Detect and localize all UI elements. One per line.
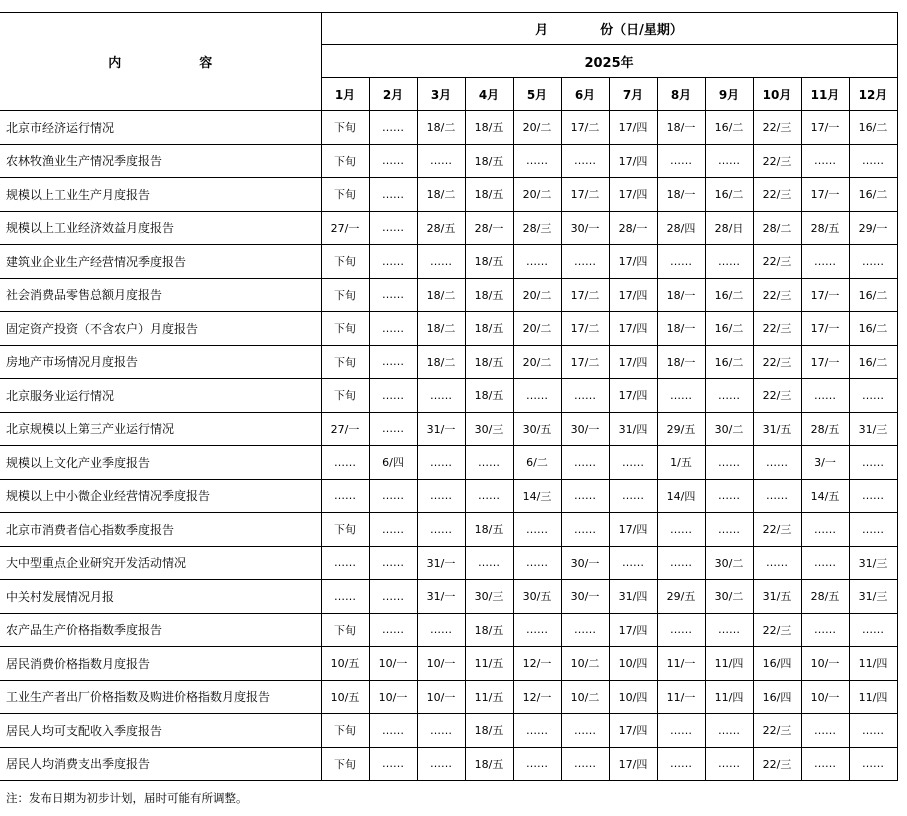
release-date-cell: …… xyxy=(849,613,897,647)
release-date-cell: 17/四 xyxy=(609,144,657,178)
release-date-cell: 16/二 xyxy=(849,312,897,346)
month-column-header: 2月 xyxy=(369,78,417,111)
table-row xyxy=(0,747,897,781)
report-name: 建筑业企业生产经营情况季度报告 xyxy=(0,245,321,279)
release-date-cell: 29/五 xyxy=(657,412,705,446)
release-date-cell: …… xyxy=(465,479,513,513)
release-date-cell: 18/一 xyxy=(657,111,705,145)
release-date-cell: …… xyxy=(513,714,561,748)
report-name: 大中型重点企业研究开发活动情况 xyxy=(0,546,321,580)
table-row xyxy=(0,278,897,312)
month-column-header: 9月 xyxy=(705,78,753,111)
release-date-cell: 18/五 xyxy=(465,245,513,279)
release-date-cell: 17/四 xyxy=(609,111,657,145)
release-date-cell: 16/二 xyxy=(705,345,753,379)
release-date-cell: 31/一 xyxy=(417,546,465,580)
release-date-cell: 16/四 xyxy=(753,680,801,714)
release-date-cell: …… xyxy=(849,446,897,480)
release-date-cell: 18/五 xyxy=(465,278,513,312)
release-date-cell: 16/二 xyxy=(849,278,897,312)
release-date-cell: 18/五 xyxy=(465,144,513,178)
report-name: 居民人均消费支出季度报告 xyxy=(0,747,321,781)
table-row xyxy=(0,513,897,547)
release-date-cell: 17/二 xyxy=(561,312,609,346)
report-name: 农产品生产价格指数季度报告 xyxy=(0,613,321,647)
release-date-cell: …… xyxy=(369,546,417,580)
release-date-cell: …… xyxy=(513,245,561,279)
release-date-cell: …… xyxy=(609,479,657,513)
release-date-cell: 17/一 xyxy=(801,178,849,212)
release-date-cell: 17/二 xyxy=(561,278,609,312)
release-date-cell: 下旬 xyxy=(321,513,369,547)
release-date-cell: …… xyxy=(705,446,753,480)
release-date-cell: …… xyxy=(321,446,369,480)
release-date-cell: 22/三 xyxy=(753,747,801,781)
release-date-cell: 17/四 xyxy=(609,613,657,647)
release-date-cell: …… xyxy=(705,513,753,547)
release-date-cell: 下旬 xyxy=(321,379,369,413)
release-date-cell: 20/二 xyxy=(513,345,561,379)
release-date-cell: 17/四 xyxy=(609,379,657,413)
release-date-cell: 17/四 xyxy=(609,747,657,781)
release-date-cell: 28/四 xyxy=(657,211,705,245)
release-date-cell: 18/五 xyxy=(465,513,513,547)
release-date-cell: …… xyxy=(657,613,705,647)
release-date-cell: 28/五 xyxy=(801,580,849,614)
release-date-cell: 11/一 xyxy=(657,647,705,681)
table-row xyxy=(0,144,897,178)
content-header: 内 容 xyxy=(0,13,321,111)
release-date-cell: 17/二 xyxy=(561,178,609,212)
release-date-cell: 6/二 xyxy=(513,446,561,480)
release-date-cell: 17/一 xyxy=(801,312,849,346)
release-date-cell: …… xyxy=(753,446,801,480)
release-date-cell: …… xyxy=(801,613,849,647)
release-date-cell: 16/二 xyxy=(705,312,753,346)
release-date-cell: 17/四 xyxy=(609,178,657,212)
release-date-cell: …… xyxy=(849,747,897,781)
report-name: 北京规模以上第三产业运行情况 xyxy=(0,412,321,446)
release-date-cell: …… xyxy=(369,379,417,413)
release-date-cell: 28/三 xyxy=(513,211,561,245)
release-date-cell: 18/五 xyxy=(465,111,513,145)
release-date-cell: …… xyxy=(705,613,753,647)
release-date-cell: 16/四 xyxy=(753,647,801,681)
release-date-cell: 下旬 xyxy=(321,312,369,346)
release-date-cell: 22/三 xyxy=(753,379,801,413)
release-date-cell: 28/二 xyxy=(753,211,801,245)
release-date-cell: …… xyxy=(849,245,897,279)
release-date-cell: …… xyxy=(513,144,561,178)
release-date-cell: 17/一 xyxy=(801,278,849,312)
release-date-cell: …… xyxy=(369,312,417,346)
report-name: 居民人均可支配收入季度报告 xyxy=(0,714,321,748)
table-row xyxy=(0,178,897,212)
table-row xyxy=(0,379,897,413)
release-date-cell: 22/三 xyxy=(753,178,801,212)
release-date-cell: …… xyxy=(513,613,561,647)
report-name: 规模以上文化产业季度报告 xyxy=(0,446,321,480)
release-date-cell: …… xyxy=(657,379,705,413)
release-date-cell: 31/五 xyxy=(753,412,801,446)
release-date-cell: …… xyxy=(705,714,753,748)
release-date-cell: 17/二 xyxy=(561,111,609,145)
release-date-cell: 29/五 xyxy=(657,580,705,614)
release-date-cell: 下旬 xyxy=(321,245,369,279)
release-date-cell: 17/四 xyxy=(609,278,657,312)
release-date-cell: 16/二 xyxy=(849,345,897,379)
release-date-cell: …… xyxy=(801,546,849,580)
release-date-cell: 18/一 xyxy=(657,345,705,379)
release-date-cell: …… xyxy=(753,479,801,513)
table-row xyxy=(0,714,897,748)
release-date-cell: …… xyxy=(609,546,657,580)
release-date-cell: 18/二 xyxy=(417,345,465,379)
release-date-cell: …… xyxy=(849,144,897,178)
release-date-cell: 16/二 xyxy=(849,111,897,145)
report-name: 固定资产投资（不含农户）月度报告 xyxy=(0,312,321,346)
release-date-cell: …… xyxy=(369,747,417,781)
table-row xyxy=(0,245,897,279)
month-header: 月 份（日/星期） xyxy=(321,13,897,45)
release-date-cell: …… xyxy=(801,714,849,748)
release-date-cell: 16/二 xyxy=(705,178,753,212)
release-date-cell: …… xyxy=(369,479,417,513)
release-date-cell: 11/四 xyxy=(849,647,897,681)
release-date-cell: …… xyxy=(561,747,609,781)
release-date-cell: 11/五 xyxy=(465,680,513,714)
release-date-cell: …… xyxy=(561,446,609,480)
month-column-header: 8月 xyxy=(657,78,705,111)
release-date-cell: 28/一 xyxy=(609,211,657,245)
release-date-cell: …… xyxy=(561,144,609,178)
table-row xyxy=(0,446,897,480)
release-date-cell: …… xyxy=(705,747,753,781)
release-date-cell: 27/一 xyxy=(321,211,369,245)
report-name: 北京服务业运行情况 xyxy=(0,379,321,413)
release-date-cell: 10/四 xyxy=(609,680,657,714)
release-date-cell: 22/三 xyxy=(753,345,801,379)
release-date-cell: 31/五 xyxy=(753,580,801,614)
table-row xyxy=(0,412,897,446)
release-date-cell: 30/二 xyxy=(705,580,753,614)
release-date-cell: 10/一 xyxy=(369,680,417,714)
release-date-cell: 18/五 xyxy=(465,747,513,781)
release-date-cell: …… xyxy=(369,144,417,178)
release-date-cell: …… xyxy=(657,513,705,547)
release-date-cell: 下旬 xyxy=(321,345,369,379)
release-date-cell: 17/二 xyxy=(561,345,609,379)
release-date-cell: …… xyxy=(801,144,849,178)
release-date-cell: …… xyxy=(465,446,513,480)
release-date-cell: …… xyxy=(801,379,849,413)
release-date-cell: 下旬 xyxy=(321,278,369,312)
release-date-cell: 20/二 xyxy=(513,111,561,145)
release-date-cell: 18/二 xyxy=(417,312,465,346)
month-column-header: 3月 xyxy=(417,78,465,111)
release-date-cell: 下旬 xyxy=(321,613,369,647)
report-name: 房地产市场情况月度报告 xyxy=(0,345,321,379)
release-date-cell: 10/一 xyxy=(417,680,465,714)
release-date-cell: …… xyxy=(417,144,465,178)
release-date-cell: 10/二 xyxy=(561,647,609,681)
release-date-cell: …… xyxy=(849,513,897,547)
release-date-cell: 31/三 xyxy=(849,412,897,446)
release-date-cell: 16/二 xyxy=(705,111,753,145)
release-date-cell: 12/一 xyxy=(513,647,561,681)
release-date-cell: …… xyxy=(369,245,417,279)
release-date-cell: 11/四 xyxy=(705,680,753,714)
release-date-cell: …… xyxy=(705,245,753,279)
table-row xyxy=(0,580,897,614)
release-date-cell: 10/一 xyxy=(417,647,465,681)
release-date-cell: …… xyxy=(561,379,609,413)
release-date-cell: 30/五 xyxy=(513,580,561,614)
report-name: 规模以上工业经济效益月度报告 xyxy=(0,211,321,245)
release-date-cell: 29/一 xyxy=(849,211,897,245)
release-date-cell: 18/五 xyxy=(465,345,513,379)
report-name: 居民消费价格指数月度报告 xyxy=(0,647,321,681)
release-date-cell: 30/一 xyxy=(561,211,609,245)
report-name: 工业生产者出厂价格指数及购进价格指数月度报告 xyxy=(0,680,321,714)
table-row xyxy=(0,546,897,580)
release-date-cell: 17/四 xyxy=(609,513,657,547)
month-column-header: 1月 xyxy=(321,78,369,111)
release-date-cell: …… xyxy=(705,479,753,513)
release-date-cell: 30/三 xyxy=(465,580,513,614)
release-date-cell: 18/一 xyxy=(657,312,705,346)
release-date-cell: 1/五 xyxy=(657,446,705,480)
release-date-cell: 下旬 xyxy=(321,111,369,145)
release-date-cell: 10/五 xyxy=(321,680,369,714)
release-date-cell: 31/一 xyxy=(417,412,465,446)
release-date-cell: 14/五 xyxy=(801,479,849,513)
release-date-cell: 10/二 xyxy=(561,680,609,714)
release-date-cell: 31/四 xyxy=(609,412,657,446)
report-name: 中关村发展情况月报 xyxy=(0,580,321,614)
release-date-cell: 17/一 xyxy=(801,111,849,145)
release-date-cell: …… xyxy=(369,211,417,245)
release-date-cell: …… xyxy=(561,245,609,279)
year-header: 2025年 xyxy=(321,45,897,78)
month-column-header: 12月 xyxy=(849,78,897,111)
release-date-cell: 28/五 xyxy=(417,211,465,245)
release-date-cell: 22/三 xyxy=(753,714,801,748)
release-date-cell: …… xyxy=(657,144,705,178)
release-date-cell: …… xyxy=(513,747,561,781)
release-date-cell: …… xyxy=(417,714,465,748)
release-date-cell: 3/一 xyxy=(801,446,849,480)
release-date-cell: 17/四 xyxy=(609,245,657,279)
release-date-cell: 31/四 xyxy=(609,580,657,614)
release-date-cell: …… xyxy=(657,747,705,781)
release-date-cell: 22/三 xyxy=(753,278,801,312)
table-row xyxy=(0,479,897,513)
release-date-cell: …… xyxy=(705,144,753,178)
release-date-cell: 30/二 xyxy=(705,546,753,580)
release-date-cell: 下旬 xyxy=(321,747,369,781)
table-row xyxy=(0,680,897,714)
release-date-cell: 18/五 xyxy=(465,178,513,212)
month-column-header: 4月 xyxy=(465,78,513,111)
release-date-cell: 12/一 xyxy=(513,680,561,714)
release-date-cell: …… xyxy=(369,278,417,312)
release-date-cell: …… xyxy=(369,513,417,547)
release-date-cell: …… xyxy=(561,714,609,748)
month-column-header: 7月 xyxy=(609,78,657,111)
release-date-cell: 22/三 xyxy=(753,513,801,547)
release-date-cell: 18/二 xyxy=(417,111,465,145)
release-schedule-table xyxy=(0,12,898,781)
release-date-cell: …… xyxy=(321,479,369,513)
release-date-cell: 22/三 xyxy=(753,613,801,647)
release-date-cell: 30/一 xyxy=(561,412,609,446)
release-date-cell: …… xyxy=(513,513,561,547)
release-date-cell: …… xyxy=(657,245,705,279)
release-date-cell: 22/三 xyxy=(753,245,801,279)
release-date-cell: 17/一 xyxy=(801,345,849,379)
release-date-cell: 18/二 xyxy=(417,178,465,212)
release-date-cell: 30/一 xyxy=(561,580,609,614)
release-date-cell: 27/一 xyxy=(321,412,369,446)
release-date-cell: 11/四 xyxy=(705,647,753,681)
release-date-cell: 20/二 xyxy=(513,178,561,212)
release-date-cell: …… xyxy=(369,111,417,145)
release-date-cell: 28/五 xyxy=(801,412,849,446)
month-column-header: 6月 xyxy=(561,78,609,111)
release-date-cell: 17/四 xyxy=(609,312,657,346)
month-column-header: 11月 xyxy=(801,78,849,111)
table-row xyxy=(0,345,897,379)
release-date-cell: 22/三 xyxy=(753,312,801,346)
release-date-cell: 11/一 xyxy=(657,680,705,714)
release-date-cell: 17/四 xyxy=(609,345,657,379)
release-date-cell: …… xyxy=(465,546,513,580)
table-row xyxy=(0,211,897,245)
release-date-cell: …… xyxy=(369,580,417,614)
report-name: 规模以上工业生产月度报告 xyxy=(0,178,321,212)
report-name: 社会消费品零售总额月度报告 xyxy=(0,278,321,312)
release-date-cell: 下旬 xyxy=(321,714,369,748)
release-date-cell: …… xyxy=(801,747,849,781)
release-date-cell: …… xyxy=(321,546,369,580)
release-date-cell: …… xyxy=(849,379,897,413)
release-date-cell: …… xyxy=(417,747,465,781)
release-date-cell: …… xyxy=(657,714,705,748)
release-date-cell: …… xyxy=(705,379,753,413)
release-date-cell: …… xyxy=(417,479,465,513)
release-date-cell: …… xyxy=(609,446,657,480)
report-name: 北京市经济运行情况 xyxy=(0,111,321,145)
table-row xyxy=(0,647,897,681)
table-row xyxy=(0,312,897,346)
release-date-cell: 31/一 xyxy=(417,580,465,614)
release-date-cell: …… xyxy=(321,580,369,614)
release-date-cell: …… xyxy=(417,446,465,480)
month-column-header: 10月 xyxy=(753,78,801,111)
release-date-cell: 10/五 xyxy=(321,647,369,681)
release-date-cell: 22/三 xyxy=(753,144,801,178)
release-date-cell: 18/五 xyxy=(465,379,513,413)
release-date-cell: 10/一 xyxy=(801,680,849,714)
release-date-cell: …… xyxy=(561,479,609,513)
release-date-cell: 18/五 xyxy=(465,312,513,346)
release-date-cell: 20/二 xyxy=(513,278,561,312)
release-date-cell: 30/三 xyxy=(465,412,513,446)
table-row xyxy=(0,111,897,145)
release-date-cell: …… xyxy=(369,613,417,647)
release-date-cell: …… xyxy=(801,245,849,279)
release-date-cell: 下旬 xyxy=(321,178,369,212)
release-date-cell: 11/四 xyxy=(849,680,897,714)
month-column-header: 5月 xyxy=(513,78,561,111)
release-date-cell: 30/二 xyxy=(705,412,753,446)
release-date-cell: …… xyxy=(417,245,465,279)
release-date-cell: 30/五 xyxy=(513,412,561,446)
release-date-cell: …… xyxy=(369,178,417,212)
release-date-cell: 6/四 xyxy=(369,446,417,480)
release-date-cell: …… xyxy=(417,613,465,647)
footnote: 注：发布日期为初步计划，届时可能有所调整。 xyxy=(6,791,248,805)
release-date-cell: …… xyxy=(513,379,561,413)
release-date-cell: …… xyxy=(849,714,897,748)
release-date-cell: 28/一 xyxy=(465,211,513,245)
release-date-cell: 18/一 xyxy=(657,178,705,212)
release-date-cell: …… xyxy=(657,546,705,580)
release-date-cell: …… xyxy=(753,546,801,580)
release-date-cell: 20/二 xyxy=(513,312,561,346)
release-date-cell: …… xyxy=(561,513,609,547)
release-date-cell: …… xyxy=(849,479,897,513)
release-date-cell: 14/三 xyxy=(513,479,561,513)
release-date-cell: 10/四 xyxy=(609,647,657,681)
release-date-cell: 18/二 xyxy=(417,278,465,312)
table-row xyxy=(0,613,897,647)
release-date-cell: …… xyxy=(417,513,465,547)
release-date-cell: 18/五 xyxy=(465,714,513,748)
release-date-cell: 18/一 xyxy=(657,278,705,312)
release-date-cell: 下旬 xyxy=(321,144,369,178)
report-name: 农林牧渔业生产情况季度报告 xyxy=(0,144,321,178)
release-date-cell: 17/四 xyxy=(609,714,657,748)
release-date-cell: 10/一 xyxy=(801,647,849,681)
report-name: 规模以上中小微企业经营情况季度报告 xyxy=(0,479,321,513)
release-date-cell: 28/日 xyxy=(705,211,753,245)
release-date-cell: 31/三 xyxy=(849,580,897,614)
release-date-cell: …… xyxy=(369,714,417,748)
release-date-cell: 16/二 xyxy=(705,278,753,312)
release-date-cell: …… xyxy=(369,345,417,379)
release-date-cell: …… xyxy=(417,379,465,413)
release-date-cell: …… xyxy=(561,613,609,647)
report-name: 北京市消费者信心指数季度报告 xyxy=(0,513,321,547)
release-date-cell: 10/一 xyxy=(369,647,417,681)
release-date-cell: …… xyxy=(801,513,849,547)
release-date-cell: 31/三 xyxy=(849,546,897,580)
release-date-cell: …… xyxy=(513,546,561,580)
release-date-cell: 11/五 xyxy=(465,647,513,681)
release-date-cell: 16/二 xyxy=(849,178,897,212)
release-date-cell: 14/四 xyxy=(657,479,705,513)
release-date-cell: 22/三 xyxy=(753,111,801,145)
release-date-cell: 28/五 xyxy=(801,211,849,245)
release-date-cell: 18/五 xyxy=(465,613,513,647)
release-date-cell: 30/一 xyxy=(561,546,609,580)
release-date-cell: …… xyxy=(369,412,417,446)
